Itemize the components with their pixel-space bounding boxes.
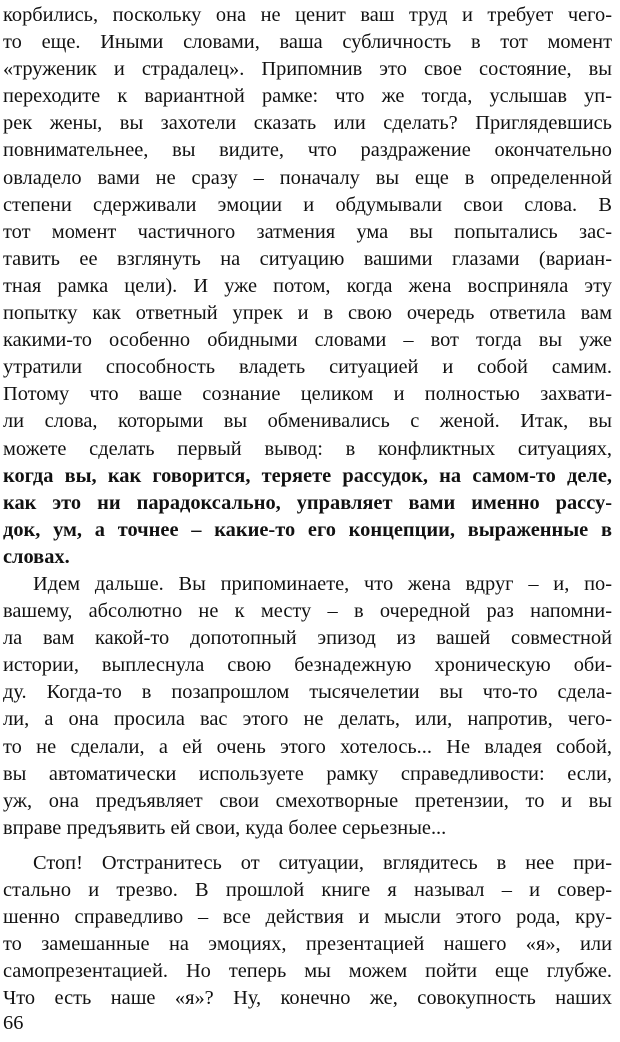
bold-text-line: когда вы, как говорится, теряете рассудок, на самом-то деле, (3, 464, 612, 487)
text-line: переходите к вариантной рамке: что же тогда, услышав уп- (3, 85, 612, 108)
text-line: «труженик и страдалец». Припомнив это свое состояние, вы (3, 58, 612, 81)
text-line: то еще. Иными словами, ваша субличность в тот момент (3, 31, 612, 54)
text-line: вы автоматически используете рамку справедливости: если, (3, 762, 612, 785)
text-line: вашему, абсолютно не к месту – в очередной раз напомни- (3, 600, 612, 623)
text-line: повнимательнее, вы видите, что раздражение окончательно (3, 139, 612, 162)
text-line: то не сделали, а ей очень этого хотелось... Не владея собой, (3, 735, 612, 758)
text-line: тот момент частичного затмения ума вы попытались зас- (3, 220, 612, 243)
text-line: Стоп! Отстранитесь от ситуации, вглядитесь в нее при- (33, 851, 612, 874)
text-line: стально и трезво. В прошлой книге я называл – и совер- (3, 879, 612, 901)
text-line: овладело вами не сразу – поначалу вы еще в определенной (3, 166, 612, 189)
text-line: истории, выплеснула свою безнадежную хроническую оби- (3, 654, 612, 677)
text-line: утратили способность владеть ситуацией и собой самим. (3, 356, 612, 379)
text-line: то замешанные на эмоциях, презентацией нашего «я», или (3, 933, 612, 956)
text-line: Что есть наше «я»? Ну, конечно же, совокупность наших (3, 987, 612, 1010)
text-line: Потому что ваше сознание целиком и полностью захвати- (3, 383, 612, 406)
text-line: степени сдерживали эмоции и обдумывали свои слова. В (3, 193, 612, 216)
text-line: Идем дальше. Вы припоминаете, что жена вдруг – и, по- (33, 572, 612, 595)
bold-text-line: док, ум, а точнее – какие-то его концепции, выраженные в (3, 518, 612, 541)
text-line: ду. Когда-то в позапрошлом тысячелетии вы что-то сдела- (3, 681, 612, 704)
text-line: тная рамка цели). И уже потом, когда жена восприняла эту (3, 274, 612, 297)
page-number: 66 (3, 1012, 24, 1034)
text-line: тавить ее взглянуть на ситуацию вашими глазами (вариан- (3, 247, 612, 270)
text-line: какими-то особенно обидными словами – вот тогда вы уже (3, 329, 612, 352)
text-line: ла вам какой-то допотопный эпизод из вашей совместной (3, 627, 612, 650)
text-line: ли слова, которыми вы обменивались с женой. Итак, вы (3, 410, 612, 433)
text-line: шенно справедливо – все действия и мысли этого рода, кру- (3, 906, 612, 929)
text-line: корбились, поскольку она не ценит ваш труд и требует чего- (3, 4, 612, 26)
paragraph-3 (3, 850, 612, 1013)
text-line: вправе предъявить ей свои, куда более серьезные... (3, 816, 447, 839)
text-line: самопрезентацией. Но теперь мы можем пойти еще глубже. (3, 960, 612, 983)
bold-text-line: как это ни парадоксально, управляет вами именно рассу- (3, 491, 612, 514)
text-line: ли, а она просила вас этого не делать, или, напротив, чего- (3, 708, 612, 731)
text-line: можете сделать первый вывод: в конфликтных ситуациях, (3, 437, 612, 460)
bold-text-line: словах. (3, 545, 70, 568)
text-line: уж, она предъявляет свои смехотворные претензии, то и вы (3, 789, 612, 812)
text-line: попытку как ответный упрек и в свою очередь ответила вам (3, 302, 612, 325)
paragraph-2 (3, 571, 612, 842)
paragraph-1 (3, 2, 612, 571)
text-line: рек жены, вы захотели сказать или сделать? Приглядевшись (3, 112, 612, 135)
